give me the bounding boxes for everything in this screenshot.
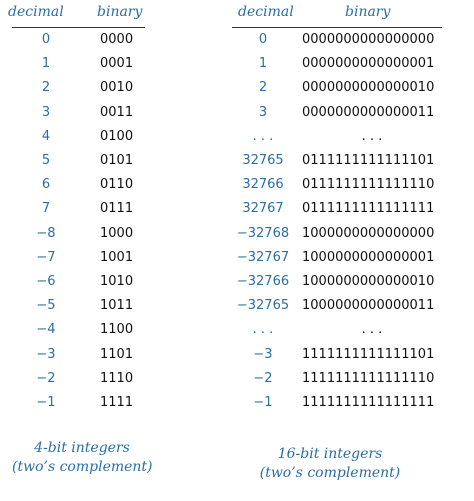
decimal-cell: −32768 [236, 225, 290, 241]
decimal-cell: 2 [41, 80, 51, 96]
right-caption-line2: (two’s complement) [259, 465, 401, 481]
decimal-cell: 5 [41, 153, 51, 168]
binary-cell: 1111111111111101 [302, 346, 435, 362]
binary-cell: 0000000000000010 [302, 80, 435, 96]
binary-cell: 0011 [100, 104, 134, 120]
binary-cell: 1110 [100, 370, 134, 386]
decimal-cell: 1 [258, 56, 268, 72]
decimal-cell: −3 [253, 346, 273, 362]
decimal-cell: 1 [41, 56, 51, 72]
binary-cell: 0111111111111101 [302, 153, 435, 168]
decimal-cell: 3 [258, 104, 268, 120]
decimal-cell: . . . [252, 128, 274, 144]
decimal-cell: 6 [41, 177, 51, 193]
binary-cell: . . . [361, 128, 383, 144]
right-caption-line1: 16-bit integers [277, 446, 383, 462]
decimal-cell: 2 [258, 80, 268, 96]
right-caption [250, 445, 410, 483]
binary-cell: 0100 [100, 128, 134, 144]
decimal-cell: 0 [41, 32, 51, 47]
decimal-cell: −7 [36, 249, 56, 265]
binary-cell: 0110 [100, 177, 134, 193]
binary-cell: 0000000000000011 [302, 104, 435, 120]
binary-cell: 1100 [100, 322, 134, 338]
binary-cell: 0000000000000000 [302, 32, 435, 47]
decimal-cell: 32767 [242, 201, 284, 217]
binary-cell: 1000000000000001 [302, 249, 435, 265]
binary-cell: 1111111111111111 [302, 395, 435, 410]
decimal-cell: . . . [252, 322, 274, 338]
decimal-cell: 0 [258, 32, 268, 47]
binary-cell: 1000000000000011 [302, 298, 435, 314]
binary-cell: 1111111111111110 [302, 370, 435, 386]
binary-cell: 1111 [100, 395, 134, 410]
binary-cell: 0000000000000001 [302, 56, 435, 72]
binary-cell: 0101 [100, 153, 134, 168]
binary-cell: 1000 [100, 225, 134, 241]
binary-cell: 0010 [100, 80, 134, 96]
binary-cell: 1001 [100, 249, 134, 265]
binary-cell: 0111 [100, 201, 134, 217]
left-header-rule [12, 27, 145, 28]
binary-cell: 1000000000000010 [302, 274, 435, 289]
right-header-binary: binary [345, 4, 391, 20]
left-header-binary: binary [97, 4, 143, 20]
binary-cell: 1011 [100, 298, 134, 314]
binary-cell: . . . [361, 322, 383, 338]
decimal-cell: 32765 [242, 153, 284, 168]
right-header-rule [232, 27, 442, 28]
binary-cell: 0111111111111111 [302, 201, 435, 217]
left-caption-line2: (two’s complement) [12, 459, 153, 475]
decimal-cell: −5 [36, 298, 56, 314]
binary-cell: 0111111111111110 [302, 177, 435, 193]
decimal-cell: 32766 [242, 177, 284, 193]
decimal-cell: 3 [41, 104, 51, 120]
left-caption [12, 439, 152, 477]
decimal-cell: −32767 [236, 249, 290, 265]
decimal-cell: −32765 [236, 298, 290, 314]
decimal-cell: −2 [36, 370, 56, 386]
left-caption-line1: 4-bit integers [34, 440, 130, 456]
decimal-cell: 4 [41, 128, 51, 144]
binary-cell: 0001 [100, 56, 134, 72]
decimal-cell: −8 [36, 225, 56, 241]
binary-cell: 1000000000000000 [302, 225, 435, 241]
decimal-cell: −1 [36, 395, 56, 410]
decimal-cell: −1 [253, 395, 273, 410]
binary-cell: 1101 [100, 346, 134, 362]
binary-cell: 1010 [100, 274, 134, 289]
binary-cell: 0000 [100, 32, 134, 47]
decimal-cell: −6 [36, 274, 56, 289]
decimal-cell: −3 [36, 346, 56, 362]
left-header-decimal: decimal [8, 4, 64, 20]
decimal-cell: −32766 [236, 274, 290, 289]
decimal-cell: −2 [253, 370, 273, 386]
decimal-cell: −4 [36, 322, 56, 338]
right-header-decimal: decimal [238, 4, 294, 20]
decimal-cell: 7 [41, 201, 51, 217]
